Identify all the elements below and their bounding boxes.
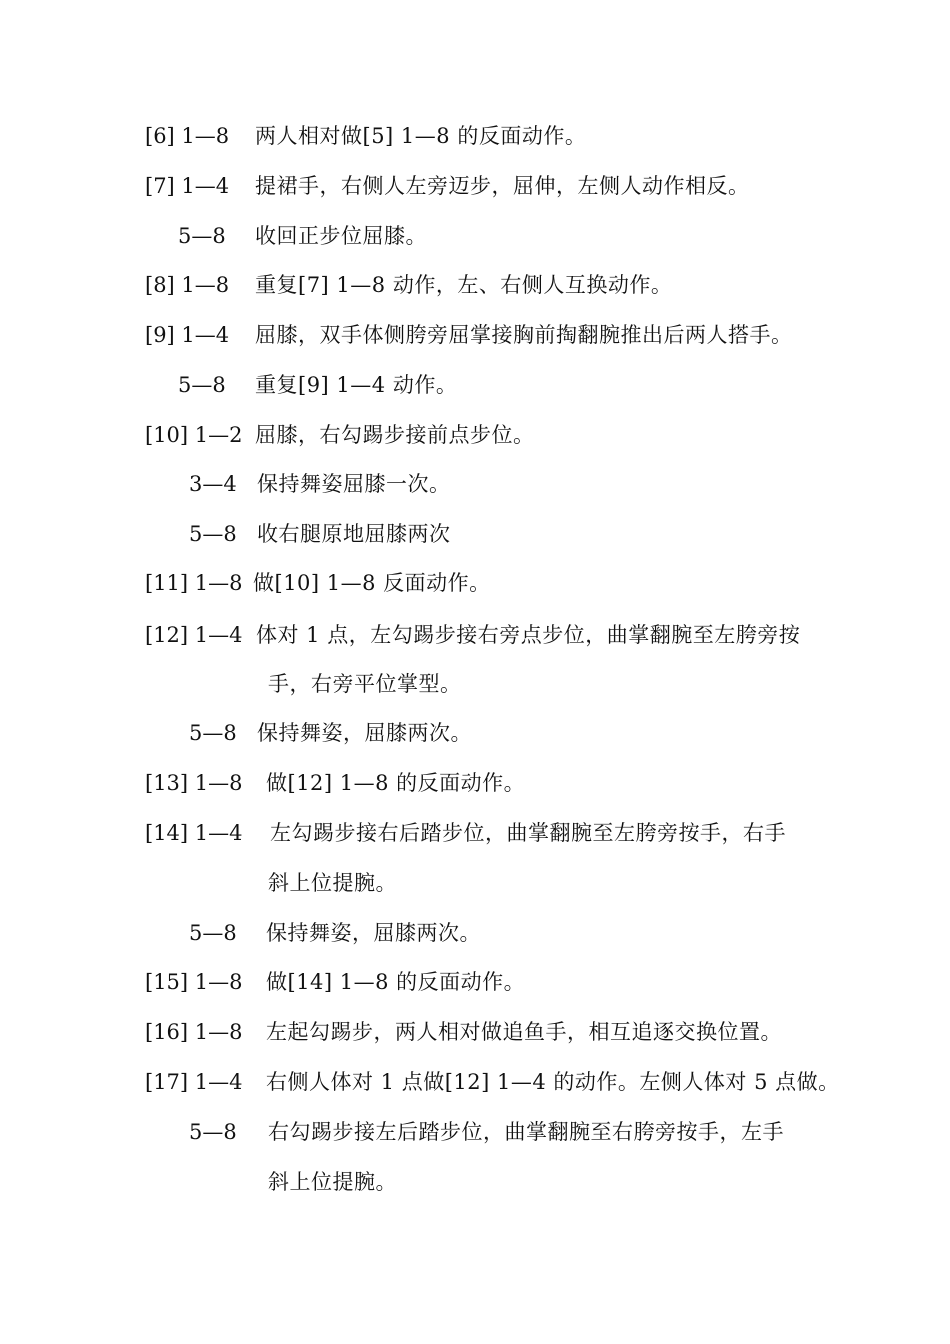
line-label: 5—8 (178, 224, 226, 248)
line-label: [9] 1—4 (145, 323, 230, 347)
line-text: 做[14] 1—8 的反面动作。 (266, 970, 526, 994)
line-text: 两人相对做[5] 1—8 的反面动作。 (255, 124, 587, 148)
line-text: 屈膝，双手体侧胯旁屈掌接胸前掏翻腕推出后两人搭手。 (255, 323, 793, 347)
line-text: 保持舞姿，屈膝两次。 (257, 721, 472, 745)
line-label: 5—8 (178, 373, 226, 397)
line-label: [16] 1—8 (145, 1020, 243, 1044)
line-label: [8] 1—8 (145, 273, 230, 297)
line-text: 左勾踢步接右后踏步位，曲掌翻腕至左胯旁按手，右手 (270, 821, 786, 845)
line-label: [17] 1—4 (145, 1070, 243, 1094)
line-text: 左起勾踢步，两人相对做追鱼手，相互追逐交换位置。 (266, 1020, 782, 1044)
line-text: 体对 1 点，左勾踢步接右旁点步位，曲掌翻腕至左胯旁按 (256, 623, 801, 647)
line-label: [10] 1—2 (145, 423, 243, 447)
line-label: 5—8 (189, 721, 237, 745)
line-label: [12] 1—4 (145, 623, 243, 647)
line-label: [6] 1—8 (145, 124, 230, 148)
line-text: 做[12] 1—8 的反面动作。 (266, 771, 526, 795)
line-label: [15] 1—8 (145, 970, 243, 994)
line-text: 收右腿原地屈膝两次 (257, 522, 451, 546)
line-label: [7] 1—4 (145, 174, 230, 198)
line-text: 右侧人体对 1 点做[12] 1—4 的动作。左侧人体对 5 点做。 (266, 1070, 840, 1094)
line-text: 斜上位提腕。 (268, 1170, 397, 1194)
line-label: 5—8 (189, 522, 237, 546)
line-label: 5—8 (189, 921, 237, 945)
line-label: 3—4 (189, 472, 237, 496)
line-label: 5—8 (189, 1120, 237, 1144)
line-text: 手，右旁平位掌型。 (268, 672, 462, 696)
line-text: 保持舞姿屈膝一次。 (257, 472, 451, 496)
line-text: 重复[7] 1—8 动作，左、右侧人互换动作。 (255, 273, 673, 297)
line-text: 屈膝，右勾踢步接前点步位。 (255, 423, 535, 447)
line-text: 重复[9] 1—4 动作。 (255, 373, 458, 397)
line-text: 收回正步位屈膝。 (255, 224, 427, 248)
line-text: 右勾踢步接左后踏步位，曲掌翻腕至右胯旁按手，左手 (268, 1120, 784, 1144)
line-label: [11] 1—8 (145, 571, 243, 595)
line-text: 提裙手，右侧人左旁迈步，屈伸，左侧人动作相反。 (255, 174, 750, 198)
line-text: 斜上位提腕。 (268, 871, 397, 895)
line-label: [13] 1—8 (145, 771, 243, 795)
line-label: [14] 1—4 (145, 821, 243, 845)
line-text: 做[10] 1—8 反面动作。 (253, 571, 491, 595)
line-text: 保持舞姿，屈膝两次。 (266, 921, 481, 945)
